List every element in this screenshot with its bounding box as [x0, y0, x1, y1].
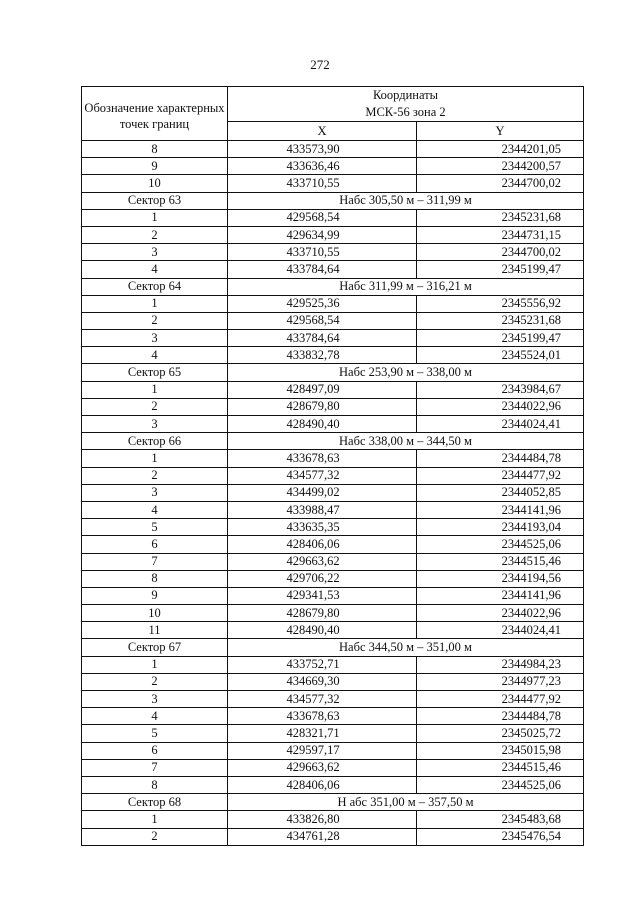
- x-coordinate: 433784,64: [228, 261, 417, 278]
- point-row: [82, 742, 584, 759]
- y-coordinate: 2344525,06: [417, 776, 584, 793]
- x-coordinate: 434577,32: [228, 691, 417, 708]
- point-row: [82, 450, 584, 467]
- y-coordinate: 2344022,96: [417, 605, 584, 622]
- x-coordinate: 434499,02: [228, 484, 417, 501]
- point-number: 9: [82, 158, 228, 175]
- point-number: 5: [82, 519, 228, 536]
- point-number: 3: [82, 330, 228, 347]
- y-coordinate: 2345015,98: [417, 742, 584, 759]
- x-coordinate: 429663,62: [228, 759, 417, 776]
- point-row: [82, 519, 584, 536]
- x-coordinate: 428321,71: [228, 725, 417, 742]
- sector-row: [82, 192, 584, 209]
- y-coordinate: 2344201,05: [417, 141, 584, 158]
- y-coordinate: 2345524,01: [417, 347, 584, 364]
- point-row: [82, 416, 584, 433]
- y-coordinate: 2345476,54: [417, 828, 584, 845]
- point-number: 3: [82, 484, 228, 501]
- x-coordinate: 433752,71: [228, 656, 417, 673]
- point-row: [82, 691, 584, 708]
- x-coordinate: 433826,80: [228, 811, 417, 828]
- point-row: [82, 622, 584, 639]
- coordinates-header: [228, 87, 584, 122]
- point-number: 6: [82, 742, 228, 759]
- point-number: 9: [82, 587, 228, 604]
- point-row: [82, 347, 584, 364]
- y-column-header: Y: [417, 122, 584, 141]
- point-row: [82, 553, 584, 570]
- y-coordinate: 2344024,41: [417, 416, 584, 433]
- point-number: 1: [82, 811, 228, 828]
- point-designation-header: Обозначение характерных точек границ: [82, 87, 228, 141]
- x-coordinate: 429525,36: [228, 295, 417, 312]
- point-row: [82, 673, 584, 690]
- sector-row: [82, 364, 584, 381]
- y-coordinate: 2344141,96: [417, 587, 584, 604]
- sector-label: Сектор 65: [82, 364, 228, 381]
- point-number: 4: [82, 501, 228, 518]
- y-coordinate: 2344700,02: [417, 175, 584, 192]
- point-number: 2: [82, 398, 228, 415]
- x-coordinate: 429663,62: [228, 553, 417, 570]
- x-coordinate: 434577,32: [228, 467, 417, 484]
- point-number: 11: [82, 622, 228, 639]
- point-row: [82, 776, 584, 793]
- y-coordinate: 2344141,96: [417, 501, 584, 518]
- y-coordinate: 2344977,23: [417, 673, 584, 690]
- sector-height-range: Н абс 351,00 м – 357,50 м: [228, 794, 584, 811]
- x-coordinate: 429341,53: [228, 587, 417, 604]
- x-coordinate: 433784,64: [228, 330, 417, 347]
- x-coordinate: 429706,22: [228, 570, 417, 587]
- point-row: [82, 295, 584, 312]
- point-number: 2: [82, 828, 228, 845]
- x-coordinate: 433635,35: [228, 519, 417, 536]
- y-coordinate: 2344477,92: [417, 691, 584, 708]
- point-number: 1: [82, 295, 228, 312]
- point-row: [82, 501, 584, 518]
- point-row: [82, 605, 584, 622]
- page-number: 272: [310, 57, 330, 72]
- x-coordinate: 433573,90: [228, 141, 417, 158]
- point-row: [82, 381, 584, 398]
- point-number: 7: [82, 553, 228, 570]
- point-number: 1: [82, 450, 228, 467]
- x-coordinate: 428679,80: [228, 605, 417, 622]
- sector-row: [82, 639, 584, 656]
- point-row: [82, 467, 584, 484]
- sector-row: [82, 278, 584, 295]
- y-coordinate: 2344984,23: [417, 656, 584, 673]
- x-coordinate: 429568,54: [228, 312, 417, 329]
- point-number: 3: [82, 416, 228, 433]
- y-coordinate: 2345231,68: [417, 209, 584, 226]
- sector-label: Сектор 63: [82, 192, 228, 209]
- table-body: [82, 141, 584, 846]
- x-coordinate: 428406,06: [228, 776, 417, 793]
- sector-height-range: Набс 344,50 м – 351,00 м: [228, 639, 584, 656]
- point-number: 10: [82, 175, 228, 192]
- y-coordinate: 2344477,92: [417, 467, 584, 484]
- x-coordinate: 433678,63: [228, 708, 417, 725]
- y-coordinate: 2344515,46: [417, 553, 584, 570]
- point-row: [82, 226, 584, 243]
- point-row: [82, 759, 584, 776]
- y-coordinate: 2344052,85: [417, 484, 584, 501]
- y-coordinate: 2343984,67: [417, 381, 584, 398]
- point-row: [82, 708, 584, 725]
- x-coordinate: 433988,47: [228, 501, 417, 518]
- x-coordinate: 429634,99: [228, 226, 417, 243]
- point-row: [82, 141, 584, 158]
- sector-label: Сектор 67: [82, 639, 228, 656]
- point-row: [82, 209, 584, 226]
- x-coordinate: 434669,30: [228, 673, 417, 690]
- y-coordinate: 2345025,72: [417, 725, 584, 742]
- sector-row: [82, 433, 584, 450]
- point-number: 8: [82, 776, 228, 793]
- point-row: [82, 587, 584, 604]
- x-column-header: X: [228, 122, 417, 141]
- point-row: [82, 811, 584, 828]
- sector-height-range: Набс 305,50 м – 311,99 м: [228, 192, 584, 209]
- y-coordinate: 2344200,57: [417, 158, 584, 175]
- x-coordinate: 433678,63: [228, 450, 417, 467]
- point-row: [82, 158, 584, 175]
- y-coordinate: 2344194,56: [417, 570, 584, 587]
- sector-label: Сектор 64: [82, 278, 228, 295]
- sector-height-range: Набс 311,99 м – 316,21 м: [228, 278, 584, 295]
- x-coordinate: 434761,28: [228, 828, 417, 845]
- x-coordinate: 429597,17: [228, 742, 417, 759]
- point-number: 3: [82, 244, 228, 261]
- y-coordinate: 2344024,41: [417, 622, 584, 639]
- sector-label: Сектор 68: [82, 794, 228, 811]
- point-number: 2: [82, 226, 228, 243]
- point-row: [82, 244, 584, 261]
- x-coordinate: 433710,55: [228, 175, 417, 192]
- point-number: 10: [82, 605, 228, 622]
- sector-label: Сектор 66: [82, 433, 228, 450]
- point-number: 2: [82, 467, 228, 484]
- point-row: [82, 828, 584, 845]
- x-coordinate: 433636,46: [228, 158, 417, 175]
- point-row: [82, 725, 584, 742]
- y-coordinate: 2344484,78: [417, 450, 584, 467]
- y-coordinate: 2344525,06: [417, 536, 584, 553]
- point-number: 4: [82, 347, 228, 364]
- y-coordinate: 2344022,96: [417, 398, 584, 415]
- point-number: 2: [82, 673, 228, 690]
- x-coordinate: 428490,40: [228, 416, 417, 433]
- coordinates-title: Координаты: [372, 88, 439, 102]
- sector-height-range: Набс 338,00 м – 344,50 м: [228, 433, 584, 450]
- point-row: [82, 312, 584, 329]
- x-coordinate: 428679,80: [228, 398, 417, 415]
- point-row: [82, 570, 584, 587]
- y-coordinate: 2345556,92: [417, 295, 584, 312]
- x-coordinate: 433832,78: [228, 347, 417, 364]
- sector-height-range: Набс 253,90 м – 338,00 м: [228, 364, 584, 381]
- point-number: 6: [82, 536, 228, 553]
- point-row: [82, 261, 584, 278]
- sector-row: [82, 794, 584, 811]
- point-number: 5: [82, 725, 228, 742]
- y-coordinate: 2344731,15: [417, 226, 584, 243]
- x-coordinate: 428406,06: [228, 536, 417, 553]
- point-number: 1: [82, 381, 228, 398]
- point-number: 4: [82, 261, 228, 278]
- y-coordinate: 2345199,47: [417, 261, 584, 278]
- x-coordinate: 428490,40: [228, 622, 417, 639]
- coordinate-system-label: МСК-56 зона 2: [365, 105, 446, 119]
- point-number: 1: [82, 209, 228, 226]
- y-coordinate: 2345231,68: [417, 312, 584, 329]
- y-coordinate: 2345483,68: [417, 811, 584, 828]
- y-coordinate: 2344484,78: [417, 708, 584, 725]
- point-number: 4: [82, 708, 228, 725]
- point-row: [82, 398, 584, 415]
- y-coordinate: 2344515,46: [417, 759, 584, 776]
- point-row: [82, 330, 584, 347]
- point-number: 8: [82, 141, 228, 158]
- point-row: [82, 175, 584, 192]
- point-number: 3: [82, 691, 228, 708]
- y-coordinate: 2345199,47: [417, 330, 584, 347]
- point-row: [82, 536, 584, 553]
- point-number: 7: [82, 759, 228, 776]
- point-number: 2: [82, 312, 228, 329]
- point-row: [82, 656, 584, 673]
- y-coordinate: 2344193,04: [417, 519, 584, 536]
- coordinates-table: [81, 86, 584, 846]
- point-number: 8: [82, 570, 228, 587]
- x-coordinate: 429568,54: [228, 209, 417, 226]
- y-coordinate: 2344700,02: [417, 244, 584, 261]
- x-coordinate: 433710,55: [228, 244, 417, 261]
- x-coordinate: 428497,09: [228, 381, 417, 398]
- point-number: 1: [82, 656, 228, 673]
- point-row: [82, 484, 584, 501]
